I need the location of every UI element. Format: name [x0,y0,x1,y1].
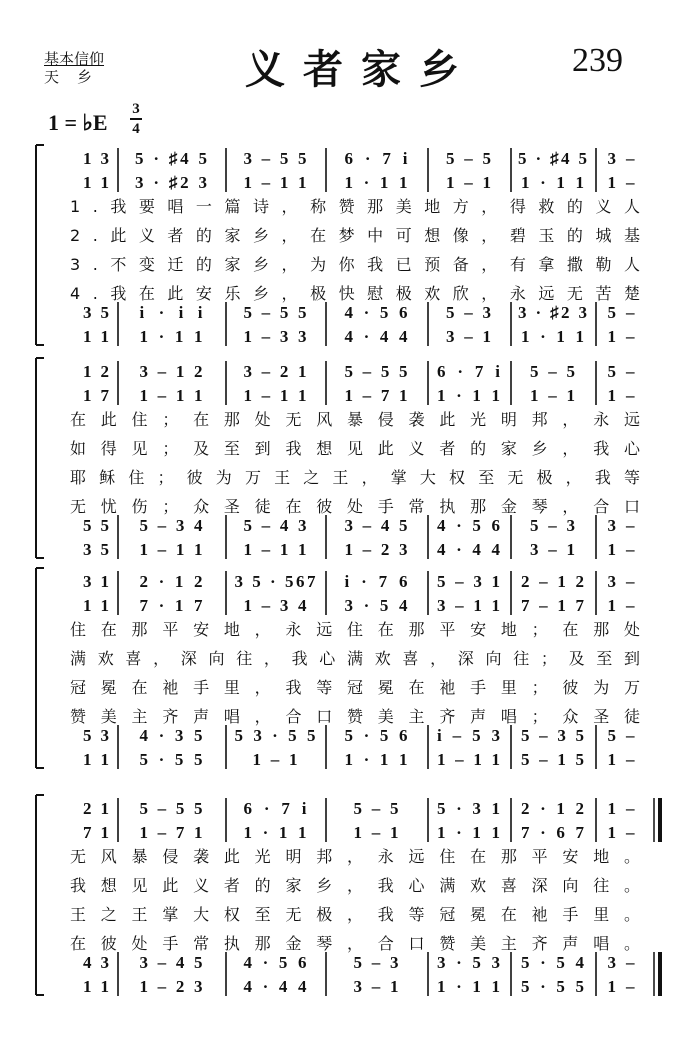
lyric-verse-3: 王之王掌大权至无极，我等冠冕在祂手里。 [70,905,641,924]
tenor-measure-1: 5 3 [83,726,109,745]
soprano-measure-4: 5 – 5 [353,799,399,818]
tenor-measure-4: 4 · 5 6 [344,303,408,322]
soprano-measure-7: 3 – [607,149,635,168]
category-label: 基本信仰 [44,50,105,68]
soprano-measure-5: 6 · 7 i [437,362,500,381]
lyric-verse-1: 1.我要唱一篇诗，称赞那美地方，得救的义人 [70,197,640,216]
bass-measure-3: 1 – 1 [252,750,298,769]
bass-measure-6: 3 – 1 [530,540,575,559]
alto-measure-5: 3 – 1 1 [437,596,500,615]
alto-measure-1: 7 1 [83,823,109,842]
bass-measure-1: 1 1 [83,977,109,996]
bass-measure-1: 1 1 [83,327,109,346]
bass-measure-5: 4 · 4 4 [437,540,500,559]
bass-measure-4: 4 · 4 4 [344,327,408,346]
alto-measure-6: 7 · 6 7 [521,823,584,842]
lyric-verse-4: 4.我在此安乐乡，极快慰极欢欣，永远无苦楚 [70,284,640,303]
bass-measure-3: 1 – 3 3 [243,327,307,346]
lyric-verse-2: 2.此义者的家乡，在梦中可想像，碧玉的城基 [70,226,640,245]
bass-measure-7: 1 – [607,750,635,769]
time-denominator: 4 [132,121,140,137]
soprano-measure-5: 5 – 5 [446,149,491,168]
bass-measure-6: 1 · 1 1 [521,327,584,346]
soprano-measure-1: 2 1 [83,799,109,818]
lyric-verse-4: 赞美主齐声唱，合口赞美主齐声唱；众圣徒 [70,707,641,726]
bass-measure-5: 3 – 1 [446,327,491,346]
alto-measure-6: 1 – 1 [530,386,575,405]
soprano-measure-6: 2 – 1 2 [521,572,584,591]
tenor-measure-7: 3 – [607,953,635,972]
lyric-verse-2: 我想见此义者的家乡，我心满欢喜深向往。 [70,876,641,895]
subcategory-label: 天乡 [44,68,111,86]
alto-measure-3: 1 – 1 1 [243,386,307,405]
lyric-verse-1: 在此住；在那处无风暴侵袭此光明邦，永远 [70,410,641,429]
alto-measure-5: 1 · 1 1 [437,386,500,405]
tenor-measure-7: 5 – [607,726,635,745]
soprano-measure-3: 3 5 · 567 [234,572,316,591]
alto-measure-6: 7 – 1 7 [521,596,584,615]
hymn-title: 义者家乡 [245,47,477,93]
tenor-measure-1: 3 5 [83,303,109,322]
lyric-verse-4: 无忧伤；众圣徒在彼处手常执那金琴，合口 [70,497,641,516]
tenor-measure-4: 5 – 3 [353,953,399,972]
tenor-measure-3: 4 · 5 6 [243,953,307,972]
alto-measure-4: 1 – 1 [353,823,399,842]
bass-measure-3: 4 · 4 4 [243,977,307,996]
bass-measure-4: 3 – 1 [353,977,399,996]
tenor-measure-6: 5 · 5 4 [521,953,584,972]
soprano-measure-3: 6 · 7 i [243,799,307,818]
time-numerator: 3 [132,101,140,117]
tenor-measure-3: 5 – 4 3 [243,516,307,535]
tenor-measure-5: 3 · 5 3 [437,953,500,972]
soprano-measure-4: i · 7 6 [344,572,408,591]
tenor-measure-3: 5 – 5 5 [243,303,307,322]
soprano-measure-6: 2 · 1 2 [521,799,584,818]
soprano-measure-7: 3 – [607,572,635,591]
alto-measure-5: 1 · 1 1 [437,823,500,842]
lyric-verse-3: 耶稣住；彼为万王之王，掌大权至无极，我等 [70,468,640,487]
alto-measure-7: 1 – [607,823,635,842]
tenor-measure-4: 5 · 5 6 [344,726,408,745]
tenor-measure-2: 4 · 3 5 [139,726,203,745]
soprano-measure-6: 5 – 5 [530,362,575,381]
bass-measure-2: 1 – 2 3 [139,977,203,996]
soprano-measure-1: 3 1 [83,572,109,591]
alto-measure-5: 1 – 1 [446,173,491,192]
soprano-measure-4: 6 · 7 i [344,149,408,168]
bass-measure-6: 5 · 5 5 [521,977,584,996]
alto-measure-1: 1 7 [83,386,109,405]
lyric-verse-3: 冠冕在祂手里，我等冠冕在祂手里；彼为万 [70,678,641,697]
bass-measure-1: 1 1 [83,750,109,769]
soprano-measure-7: 1 – [607,799,635,818]
soprano-measure-1: 1 2 [83,362,109,381]
lyric-verse-1: 住在那平安地，永远住在那平安地；在那处 [70,620,641,639]
alto-measure-3: 1 – 1 1 [243,173,307,192]
lyric-verse-2: 如得见；及至到我想见此义者的家乡，我心 [70,439,641,458]
alto-measure-2: 7 · 1 7 [139,596,203,615]
soprano-measure-3: 3 – 5 5 [243,149,307,168]
alto-measure-3: 1 – 3 4 [243,596,307,615]
bass-measure-5: 1 · 1 1 [437,977,500,996]
tenor-measure-3: 5 3 · 5 5 [234,726,316,745]
bass-measure-2: 5 · 5 5 [139,750,203,769]
tenor-measure-6: 5 – 3 [530,516,575,535]
soprano-measure-5: 5 · 3 1 [437,799,500,818]
bass-measure-4: 1 – 2 3 [344,540,408,559]
lyric-verse-4: 在彼处手常执那金琴，合口赞美主齐声唱。 [70,934,641,953]
lyric-verse-3: 3.不变迁的家乡，为你我已预备，有拿撒勒人 [70,255,640,274]
soprano-measure-2: 5 · ♯4 5 [135,149,207,168]
alto-measure-1: 1 1 [83,596,109,615]
bass-measure-7: 1 – [607,540,635,559]
alto-measure-2: 1 – 1 1 [139,386,203,405]
bass-measure-2: 1 · 1 1 [139,327,203,346]
tenor-measure-2: i · i i [139,303,203,322]
soprano-measure-1: 1 3 [83,149,109,168]
tenor-measure-7: 3 – [607,516,635,535]
alto-measure-7: 1 – [607,596,635,615]
system-3 [36,568,640,769]
soprano-measure-2: 5 – 5 5 [139,799,203,818]
bass-measure-5: 1 – 1 1 [437,750,500,769]
alto-measure-4: 1 · 1 1 [344,173,408,192]
soprano-measure-2: 3 – 1 2 [139,362,203,381]
alto-measure-2: 3 · ♯2 3 [135,173,207,192]
tenor-measure-2: 5 – 3 4 [139,516,203,535]
tenor-measure-5: i – 5 3 [437,726,500,745]
lyric-verse-2: 满欢喜，深向往，我心满欢喜，深向往；及至到 [70,649,640,668]
soprano-measure-2: 2 · 1 2 [139,572,203,591]
hymn-number: 239 [572,42,623,79]
alto-measure-2: 1 – 7 1 [139,823,203,842]
bass-measure-7: 1 – [607,977,635,996]
system-4 [36,795,660,996]
tenor-measure-1: 5 5 [83,516,109,535]
tenor-measure-5: 5 – 3 [446,303,491,322]
bass-measure-1: 3 5 [83,540,109,559]
alto-measure-3: 1 · 1 1 [243,823,307,842]
bass-measure-2: 1 – 1 1 [139,540,203,559]
soprano-measure-5: 5 – 3 1 [437,572,500,591]
tenor-measure-5: 4 · 5 6 [437,516,500,535]
alto-measure-1: 1 1 [83,173,109,192]
alto-measure-4: 3 · 5 4 [344,596,408,615]
bass-measure-7: 1 – [607,327,635,346]
bass-measure-6: 5 – 1 5 [521,750,584,769]
alto-measure-6: 1 · 1 1 [521,173,584,192]
key-signature: 1 = ♭E [48,110,108,135]
soprano-measure-4: 5 – 5 5 [344,362,408,381]
tenor-measure-1: 4 3 [83,953,109,972]
bass-measure-3: 1 – 1 1 [243,540,307,559]
alto-measure-7: 1 – [607,386,635,405]
soprano-measure-6: 5 · ♯4 5 [518,149,587,168]
system-1 [36,145,640,346]
tenor-measure-2: 3 – 4 5 [139,953,203,972]
tenor-measure-4: 3 – 4 5 [344,516,408,535]
lyric-verse-1: 无风暴侵袭此光明邦，永远住在那平安地。 [70,847,641,866]
soprano-measure-3: 3 – 2 1 [243,362,307,381]
bass-measure-4: 1 · 1 1 [344,750,408,769]
system-2 [36,358,641,559]
alto-measure-4: 1 – 7 1 [344,386,408,405]
tenor-measure-7: 5 – [607,303,635,322]
tenor-measure-6: 3 · ♯2 3 [518,303,587,322]
alto-measure-7: 1 – [607,173,635,192]
tenor-measure-6: 5 – 3 5 [521,726,584,745]
soprano-measure-7: 5 – [607,362,635,381]
